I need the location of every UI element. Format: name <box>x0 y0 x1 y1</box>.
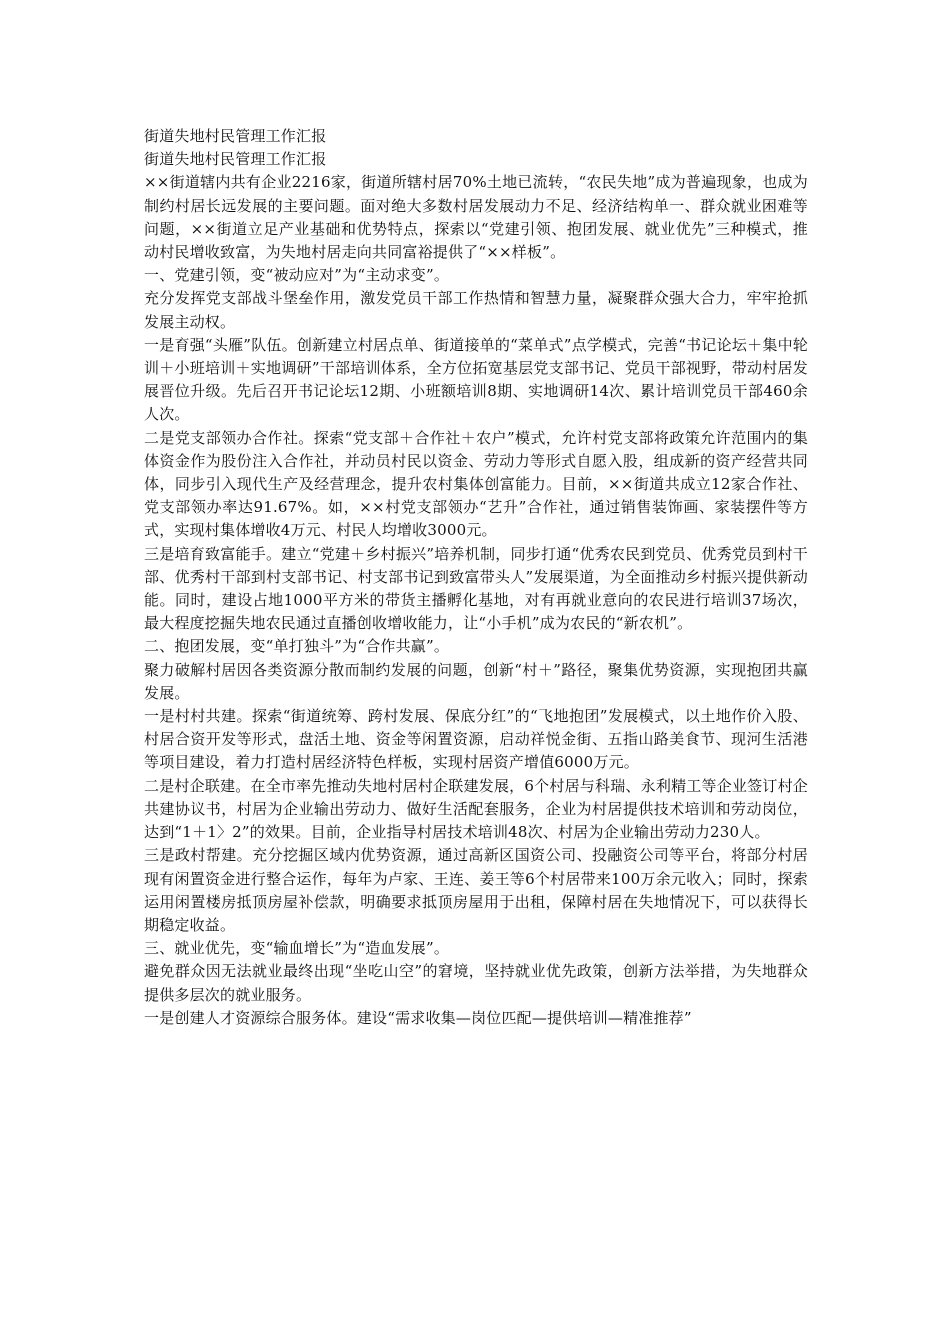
paragraph: 一是育强“头雁”队伍。创新建立村居点单、街道接单的“菜单式”点学模式，完善“书记论坛＋集中轮训＋小班培训＋实地调研”干部培训体系，全方位拓宽基层党支部书记、党员干部视野，带动村居发展晋位升级。先后召开书记论坛12期、小班额培训8期、实地调研14次、累计培训党员干部460余人次。 <box>144 335 808 424</box>
paragraph: 避免群众因无法就业最终出现“坐吃山空”的窘境，坚持就业优先政策，创新方法举措，为失地群众提供多层次的就业服务。 <box>144 962 808 1004</box>
paragraph: 三是政村帮建。充分挖掘区域内优势资源，通过高新区国资公司、投融资公司等平台，将部分村居现有闲置资金进行整合运作，每年为卢家、王连、姜王等6个村居带来100万余元收入；同时，探索运用闲置楼房抵顶房屋补偿款，明确要求抵顶房屋用于出租，保障村居在失地情况下，可以获得长期稳定收益。 <box>144 846 808 934</box>
section-heading: 一、党建引领，变“被动应对”为“主动求变”。 <box>144 266 450 285</box>
paragraph: 一是村村共建。探索“街道统筹、跨村发展、保底分红”的“飞地抱团”发展模式，以土地作价入股、村居合资开发等形式，盘活土地、资金等闲置资源，启动祥悦金街、五指山路美食节、现河生活港等项目建设，着力打造村居经济特色样板，实现村居资产增值6000万元。 <box>144 707 808 772</box>
paragraph: 二是党支部领办合作社。探索“党支部＋合作社＋农户”模式，允许村党支部将政策允许范围内的集体资金作为股份注入合作社，并动员村民以资金、劳动力等形式自愿入股，组成新的资产经营共同体，同步引入现代生产及经营理念，提升农村集体创富能力。目前，××街道共成立12家合作社、党支部领办率达91.67%。如，××村党支部领办“艺升”合作社，通过销售装饰画、家装摆件等方式，实现村集体增收4万元、村民人均增收3000元。 <box>144 428 808 540</box>
document-body <box>144 125 808 1030</box>
section-heading: 二、抱团发展，变“单打独斗”为“合作共赢”。 <box>144 637 450 656</box>
paragraph: 一是创建人才资源综合服务体。建设“需求收集—岗位匹配—提供培训—精准推荐” <box>144 1008 692 1027</box>
document-subtitle: 街道失地村民管理工作汇报 <box>144 150 327 169</box>
paragraph: ××街道辖内共有企业2216家，街道所辖村居70%土地已流转，“农民失地”成为普遍现象，也成为制约村居长远发展的主要问题。面对绝大多数村居发展动力不足、经济结构单一、群众就业困难等问题，××街道立足产业基础和优势特点，探索以“党建引领、抱团发展、就业优先”三种模式，推动村民增收致富，为失地村居走向共同富裕提供了“××样板”。 <box>144 173 808 262</box>
section-heading: 三、就业优先，变“输血增长”为“造血发展”。 <box>144 939 450 958</box>
paragraph: 三是培育致富能手。建立“党建＋乡村振兴”培养机制，同步打通“优秀农民到党员、优秀党员到村干部、优秀村干部到村支部书记、村支部书记到致富带头人”发展渠道，为全面推动乡村振兴提供新动能。同时，建设占地1000平方米的带货主播孵化基地，对有再就业意向的农民进行培训37场次，最大程度挖掘失地农民通过直播创收增收能力，让“小手机”成为农民的“新农机”。 <box>144 544 808 633</box>
paragraph: 二是村企联建。在全市率先推动失地村居村企联建发展，6个村居与科瑞、永利精工等企业签订村企共建协议书，村居为企业输出劳动力、做好生活配套服务，企业为村居提供技术培训和劳动岗位，达到“1＋1〉2”的效果。目前，企业指导村居技术培训48次、村居为企业输出劳动力230人。 <box>144 776 808 842</box>
paragraph: 充分发挥党支部战斗堡垒作用，激发党员干部工作热情和智慧力量，凝聚群众强大合力，牢牢抢抓发展主动权。 <box>144 289 808 331</box>
document-title: 街道失地村民管理工作汇报 <box>144 127 327 145</box>
paragraph: 聚力破解村居因各类资源分散而制约发展的问题，创新“村＋”路径，聚集优势资源，实现抱团共赢发展。 <box>144 660 808 702</box>
